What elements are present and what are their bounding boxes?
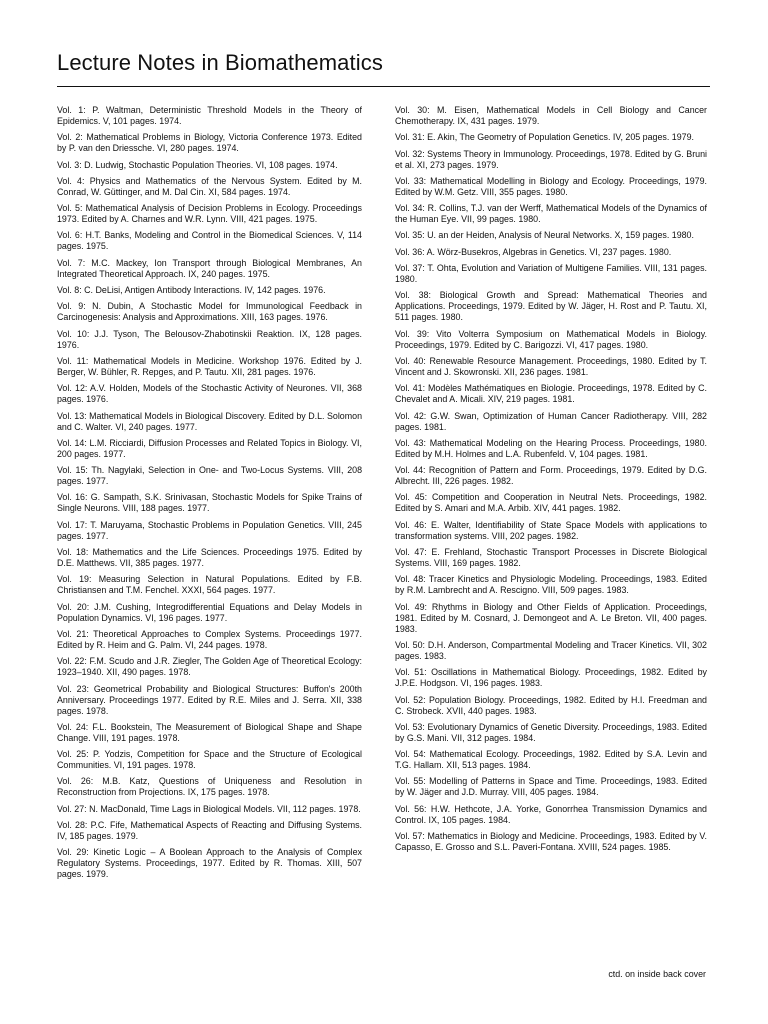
volume-entry: Vol. 41: Modèles Mathématiques en Biologie. Proceedings, 1978. Edited by C. Chevalet and A. Micali. XIV, 219 pages. 1981. (395, 383, 707, 405)
volume-entry: Vol. 18: Mathematics and the Life Sciences. Proceedings 1975. Edited by D.E. Matthews. VII, 385 pages. 1977. (57, 547, 362, 569)
volume-entry: Vol. 13: Mathematical Models in Biological Discovery. Edited by D.L. Solomon and C. Walter. VI, 240 pages. 1977. (57, 410, 362, 432)
volume-entry: Vol. 12: A.V. Holden, Models of the Stochastic Activity of Neurones. VII, 368 pages. 1976. (57, 383, 362, 405)
volume-entry: Vol. 33: Mathematical Modelling in Biology and Ecology. Proceedings, 1979. Edited by W.M. Getz. VIII, 355 pages. 1980. (395, 175, 707, 197)
volume-entry: Vol. 56: H.W. Hethcote, J.A. Yorke, Gonorrhea Transmission Dynamics and Control. IX, 105 pages. 1984. (395, 803, 707, 825)
volume-entry: Vol. 29: Kinetic Logic – A Boolean Approach to the Analysis of Complex Regulatory Systems. Proceedings, 1977. Edited by R. Thomas. XIII, 507 pages. 1979. (57, 847, 362, 880)
right-column (395, 105, 707, 858)
continuation-note: ctd. on inside back cover (608, 969, 706, 979)
volume-entry: Vol. 19: Measuring Selection in Natural Populations. Edited by F.B. Christiansen and T.M. Fenchel. XXXI, 564 pages. 1977. (57, 574, 362, 596)
volume-entry: Vol. 51: Oscillations in Mathematical Biology. Proceedings, 1982. Edited by J.P.E. Hodgson. VI, 196 pages. 1983. (395, 667, 707, 689)
volume-entry: Vol. 45: Competition and Cooperation in Neutral Nets. Proceedings, 1982. Edited by S. Amari and M.A. Arbib. XIV, 441 pages. 1982. (395, 492, 707, 514)
volume-entry: Vol. 6: H.T. Banks, Modeling and Control in the Biomedical Sciences. V, 114 pages. 1975. (57, 230, 362, 252)
volume-entry: Vol. 21: Theoretical Approaches to Complex Systems. Proceedings 1977. Edited by R. Heim and G. Palm. VI, 244 pages. 1978. (57, 628, 362, 650)
volume-entry: Vol. 52: Population Biology. Proceedings, 1982. Edited by H.I. Freedman and C. Strobeck. XVII, 440 pages. 1983. (395, 694, 707, 716)
volume-entry: Vol. 10: J.J. Tyson, The Belousov-Zhabotinskii Reaktion. IX, 128 pages. 1976. (57, 328, 362, 350)
volume-entry: Vol. 54: Mathematical Ecology. Proceedings, 1982. Edited by S.A. Levin and T.G. Hallam. XII, 513 pages. 1984. (395, 749, 707, 771)
volume-entry: Vol. 47: E. Frehland, Stochastic Transport Processes in Discrete Biological Systems. VIII, 169 pages. 1982. (395, 547, 707, 569)
volume-entry: Vol. 27: N. MacDonald, Time Lags in Biological Models. VII, 112 pages. 1978. (57, 803, 361, 814)
page-title: Lecture Notes in Biomathematics (57, 50, 383, 75)
volume-entry: Vol. 4: Physics and Mathematics of the Nervous System. Edited by M. Conrad, W. Güttinger, and M. Dal Cin. XI, 584 pages. 1974. (57, 175, 362, 197)
volume-entry: Vol. 1: P. Waltman, Deterministic Threshold Models in the Theory of Epidemics. V, 101 pages. 1974. (57, 105, 362, 126)
volume-entry: Vol. 39: Vito Volterra Symposium on Mathematical Models in Biology. Proceedings, 1979. Edited by C. Barigozzi. VI, 417 pages. 1980. (395, 328, 707, 350)
volume-entry: Vol. 44: Recognition of Pattern and Form. Proceedings, 1979. Edited by D.G. Albrecht. III, 226 pages. 1982. (395, 465, 707, 487)
volume-entry: Vol. 28: P.C. Fife, Mathematical Aspects of Reacting and Diffusing Systems. IV, 185 pages. 1979. (57, 820, 362, 842)
left-column (57, 105, 362, 886)
volume-entry: Vol. 34: R. Collins, T.J. van der Werff, Mathematical Models of the Dynamics of the Human Eye. VII, 99 pages. 1980. (395, 203, 707, 225)
volume-entry: Vol. 53: Evolutionary Dynamics of Genetic Diversity. Proceedings, 1983. Edited by G.S. Mani. VII, 312 pages. 1984. (395, 721, 707, 743)
volume-entry: Vol. 48: Tracer Kinetics and Physiologic Modeling. Proceedings, 1983. Edited by R.M. Lambrecht and A. Rescigno. VIII, 509 pages. 1983. (395, 574, 707, 596)
volume-entry: Vol. 3: D. Ludwig, Stochastic Population Theories. VI, 108 pages. 1974. (57, 159, 338, 170)
volume-entry: Vol. 55: Modelling of Patterns in Space and Time. Proceedings, 1983. Edited by W. Jäger and J.D. Murray. VIII, 405 pages. 1984. (395, 776, 707, 798)
volume-entry: Vol. 17: T. Maruyama, Stochastic Problems in Population Genetics. VIII, 245 pages. 1977. (57, 519, 362, 541)
title-divider (57, 86, 710, 87)
volume-entry: Vol. 8: C. DeLisi, Antigen Antibody Interactions. IV, 142 pages. 1976. (57, 285, 326, 296)
volume-entry: Vol. 23: Geometrical Probability and Biological Structures: Buffon's 200th Anniversary. Proceedings 1977. Edited by R.E. Miles and J. Serra. XII, 338 pages. 1978. (57, 683, 362, 716)
volume-entry: Vol. 31: E. Akin, The Geometry of Population Genetics. IV, 205 pages. 1979. (395, 132, 694, 143)
volume-entry: Vol. 40: Renewable Resource Management. Proceedings, 1980. Edited by T. Vincent and J. Skowronski. XII, 236 pages. 1981. (395, 355, 707, 377)
volume-entry: Vol. 22: F.M. Scudo and J.R. Ziegler, The Golden Age of Theoretical Ecology: 1923–1940. XII, 490 pages. 1978. (57, 656, 362, 678)
volume-entry: Vol. 49: Rhythms in Biology and Other Fields of Application. Proceedings, 1981. Edited by M. Cosnard, J. Demongeot and A. Le Breton. VII, 400 pages. 1983. (395, 601, 707, 634)
volume-entry: Vol. 43: Mathematical Modeling on the Hearing Process. Proceedings, 1980. Edited by M.H. Holmes and L.A. Rubenfeld. V, 104 pages. 1981. (395, 437, 707, 459)
volume-entry: Vol. 36: A. Wörz-Busekros, Algebras in Genetics. VI, 237 pages. 1980. (395, 246, 672, 257)
volume-entry: Vol. 46: E. Walter, Identifiability of State Space Models with applications to transformation systems. VIII, 202 pages. 1982. (395, 519, 707, 541)
volume-entry: Vol. 20: J.M. Cushing, Integrodifferential Equations and Delay Models in Population Dynamics. VI, 196 pages. 1977. (57, 601, 362, 623)
volume-entry: Vol. 26: M.B. Katz, Questions of Uniqueness and Resolution in Reconstruction from Projections. IX, 175 pages. 1978. (57, 776, 362, 798)
volume-entry: Vol. 14: L.M. Ricciardi, Diffusion Processes and Related Topics in Biology. VI, 200 pages. 1977. (57, 437, 362, 459)
volume-entry: Vol. 16: G. Sampath, S.K. Srinivasan, Stochastic Models for Spike Trains of Single Neurons. VIII, 188 pages. 1977. (57, 492, 362, 514)
volume-entry: Vol. 5: Mathematical Analysis of Decision Problems in Ecology. Proceedings 1973. Edited by A. Charnes and W.R. Lynn. VIII, 421 pages. 1975. (57, 203, 362, 225)
volume-entry: Vol. 37: T. Ohta, Evolution and Variation of Multigene Families. VIII, 131 pages. 1980. (395, 263, 707, 285)
volume-entry: Vol. 42: G.W. Swan, Optimization of Human Cancer Radiotherapy. VIII, 282 pages. 1981. (395, 410, 707, 432)
volume-entry: Vol. 24: F.L. Bookstein, The Measurement of Biological Shape and Shape Change. VIII, 191 pages. 1978. (57, 721, 362, 743)
volume-entry: Vol. 35: U. an der Heiden, Analysis of Neural Networks. X, 159 pages. 1980. (395, 230, 694, 241)
volume-entry: Vol. 30: M. Eisen, Mathematical Models in Cell Biology and Cancer Chemotherapy. IX, 431 pages. 1979. (395, 105, 707, 126)
volume-entry: Vol. 50: D.H. Anderson, Compartmental Modeling and Tracer Kinetics. VII, 302 pages. 1983. (395, 639, 707, 661)
volume-entry: Vol. 9: N. Dubin, A Stochastic Model for Immunological Feedback in Carcinogenesis: Analysis and Approximations. XIII, 163 pages. 1976. (57, 301, 362, 323)
volume-entry: Vol. 7: M.C. Mackey, Ion Transport through Biological Membranes, An Integrated Theoretical Approach. IX, 240 pages. 1975. (57, 257, 362, 279)
volume-entry: Vol. 57: Mathematics in Biology and Medicine. Proceedings, 1983. Edited by V. Capasso, E. Grosso and S.L. Paveri-Fontana. XVIII, 524 pages. 1985. (395, 831, 707, 853)
volume-entry: Vol. 11: Mathematical Models in Medicine. Workshop 1976. Edited by J. Berger, W. Bühler, R. Repges, and P. Tautu. XII, 281 pages. 1976. (57, 355, 362, 377)
volume-entry: Vol. 2: Mathematical Problems in Biology, Victoria Conference 1973. Edited by P. van den Driessche. VI, 280 pages. 1974. (57, 132, 362, 154)
volume-entry: Vol. 15: Th. Nagylaki, Selection in One- and Two-Locus Systems. VIII, 208 pages. 1977. (57, 465, 362, 487)
volume-entry: Vol. 32: Systems Theory in Immunology. Proceedings, 1978. Edited by G. Bruni et al. XI, 273 pages. 1979. (395, 148, 707, 170)
volume-entry: Vol. 38: Biological Growth and Spread: Mathematical Theories and Applications. Proceedings, 1979. Edited by W. Jäger, H. Rost and P. Tautu. XI, 511 pages. 1980. (395, 290, 707, 323)
volume-entry: Vol. 25: P. Yodzis, Competition for Space and the Structure of Ecological Communities. VI, 191 pages. 1978. (57, 749, 362, 771)
